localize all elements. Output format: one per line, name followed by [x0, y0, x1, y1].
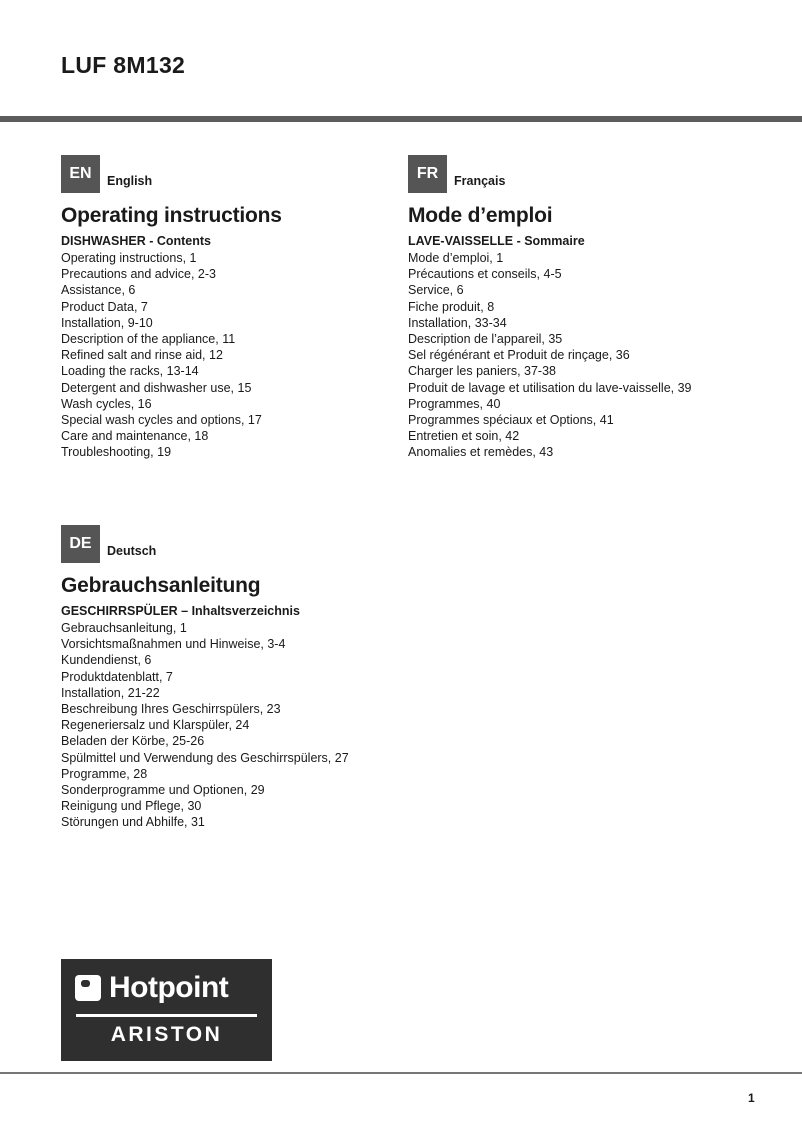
toc-item: Vorsichtsmaßnahmen und Hinweise, 3-4 [61, 637, 286, 652]
toc-item: Produit de lavage et utilisation du lave-vaisselle, 39 [408, 380, 692, 395]
section-subtitle: GESCHIRRSPÜLER – Inhaltsverzeichnis [61, 604, 300, 618]
language-code-badge: EN [61, 155, 100, 193]
header-divider [0, 116, 802, 122]
section-title: Operating instructions [61, 204, 282, 227]
toc-item: Precautions and advice, 2-3 [61, 267, 216, 282]
toc-item: Produktdatenblatt, 7 [61, 669, 173, 684]
language-row [61, 155, 401, 193]
toc-list [61, 250, 401, 461]
section-title: Gebrauchsanleitung [61, 574, 261, 597]
section-english [61, 155, 401, 461]
model-number: LUF 8M132 [61, 52, 186, 78]
toc-item: Sel régénérant et Produit de rinçage, 36 [408, 348, 630, 363]
logo-brand: Hotpoint [109, 971, 229, 1004]
toc-item: Fiche produit, 8 [408, 299, 495, 314]
toc-item: Detergent and dishwasher use, 15 [61, 380, 252, 395]
toc-item: Programmes spéciaux et Options, 41 [408, 413, 614, 428]
toc-item: Störungen und Abhilfe, 31 [61, 815, 205, 830]
hotpoint-ariston-logo [61, 959, 272, 1061]
section-title: Mode d’emploi [408, 204, 553, 227]
toc-item: Précautions et conseils, 4-5 [408, 267, 562, 282]
toc-item: Wash cycles, 16 [61, 396, 152, 411]
toc-item: Installation, 33-34 [408, 315, 507, 330]
language-name: Deutsch [107, 544, 157, 558]
hotpoint-symbol-icon [75, 975, 101, 1001]
section-german [61, 525, 421, 831]
footer-divider [0, 1072, 802, 1074]
toc-item: Entretien et soin, 42 [408, 429, 520, 444]
page-number: 1 [748, 1091, 755, 1105]
toc-item: Description of the appliance, 11 [61, 332, 236, 347]
section-subtitle: LAVE-VAISSELLE - Sommaire [408, 234, 585, 248]
language-code-badge: FR [408, 155, 447, 193]
language-code-badge: DE [61, 525, 100, 563]
toc-item: Loading the racks, 13-14 [61, 364, 199, 379]
toc-item: Installation, 21-22 [61, 685, 160, 700]
toc-item: Operating instructions, 1 [61, 251, 197, 265]
toc-item: Assistance, 6 [61, 283, 136, 298]
toc-item: Gebrauchsanleitung, 1 [61, 621, 187, 635]
toc-item: Description de l’appareil, 35 [408, 332, 563, 347]
toc-item: Mode d’emploi, 1 [408, 251, 504, 265]
toc-item: Troubleshooting, 19 [61, 445, 172, 460]
logo-divider [76, 1014, 257, 1017]
toc-item: Refined salt and rinse aid, 12 [61, 348, 223, 363]
language-name: English [107, 174, 153, 188]
language-name: Français [454, 174, 506, 188]
toc-item: Regeneriersalz und Klarspüler, 24 [61, 718, 250, 733]
toc-list [61, 620, 421, 831]
toc-item: Product Data, 7 [61, 299, 148, 314]
toc-item: Special wash cycles and options, 17 [61, 413, 262, 428]
toc-item: Anomalies et remèdes, 43 [408, 445, 554, 460]
toc-item: Programmes, 40 [408, 396, 501, 411]
toc-item: Programme, 28 [61, 766, 148, 781]
toc-item: Charger les paniers, 37-38 [408, 364, 556, 379]
logo-brand-row [75, 971, 228, 1005]
toc-item: Beladen der Körbe, 25-26 [61, 734, 205, 749]
toc-item: Installation, 9-10 [61, 315, 153, 330]
toc-item: Spülmittel und Verwendung des Geschirrspülers, 27 [61, 750, 349, 765]
logo-subbrand: ARISTON [110, 1023, 223, 1046]
section-french [408, 155, 768, 461]
toc-item: Beschreibung Ihres Geschirrspülers, 23 [61, 702, 281, 717]
toc-item: Kundendienst, 6 [61, 653, 152, 668]
language-row [408, 155, 768, 193]
toc-item: Service, 6 [408, 283, 464, 298]
toc-item: Care and maintenance, 18 [61, 429, 209, 444]
toc-item: Reinigung und Pflege, 30 [61, 799, 202, 814]
toc-list [408, 250, 768, 461]
language-row [61, 525, 421, 563]
section-subtitle: DISHWASHER - Contents [61, 234, 211, 248]
toc-item: Sonderprogramme und Optionen, 29 [61, 783, 265, 798]
